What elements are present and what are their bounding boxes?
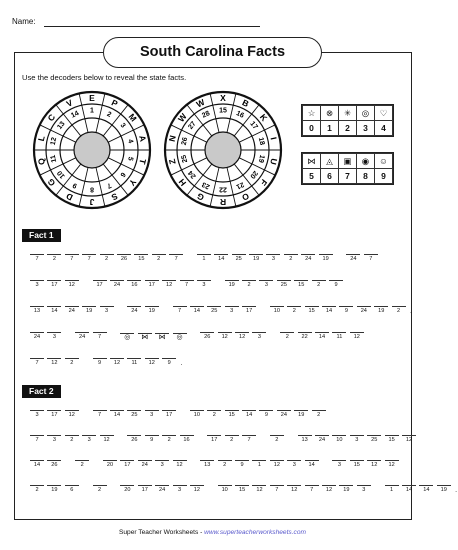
letter-blank[interactable]: 14 bbox=[315, 332, 329, 341]
wheel-number: 8 bbox=[90, 185, 94, 193]
wheel-letter: V bbox=[64, 97, 75, 109]
letter-blank[interactable]: 25 bbox=[127, 410, 141, 419]
letter-blank[interactable]: 11 bbox=[332, 332, 346, 341]
letter-blank[interactable]: 2 bbox=[392, 306, 406, 315]
letter-blank[interactable]: 17 bbox=[145, 280, 159, 289]
letter-blank[interactable]: 12 bbox=[350, 332, 364, 341]
letter-blank[interactable]: 12 bbox=[47, 358, 61, 367]
letter-blank[interactable]: 2 bbox=[30, 485, 44, 494]
letter-blank[interactable]: 12 bbox=[110, 358, 124, 367]
letter-blank[interactable]: 12 bbox=[287, 485, 301, 494]
wheel-letter: Q bbox=[35, 157, 47, 166]
wheel-number: 19 bbox=[256, 154, 266, 164]
wheel-number: 14 bbox=[70, 110, 81, 120]
letter-blank[interactable]: 10 bbox=[332, 435, 346, 444]
key-number: 1 bbox=[321, 121, 339, 136]
letter-blank[interactable]: 3 bbox=[266, 254, 280, 263]
letter-blank[interactable]: 12 bbox=[385, 460, 399, 469]
letter-blank[interactable]: 24 bbox=[127, 306, 141, 315]
wheel-number: 9 bbox=[71, 181, 79, 190]
letter-blank[interactable]: 2 bbox=[152, 254, 166, 263]
wheel-letter: X bbox=[220, 93, 226, 103]
letter-blank[interactable]: 2 bbox=[270, 435, 284, 444]
wheel-letter: W bbox=[175, 111, 189, 124]
letter-blank[interactable]: 15 bbox=[225, 410, 239, 419]
letter-blank[interactable]: 2 bbox=[242, 280, 256, 289]
letter-blank[interactable]: 2 bbox=[280, 332, 294, 341]
letter-blank[interactable]: 3 bbox=[155, 460, 169, 469]
letter-blank[interactable]: 19 bbox=[319, 254, 333, 263]
letter-blank[interactable]: 12 bbox=[367, 460, 381, 469]
wheel-letter: T bbox=[137, 157, 149, 166]
letter-blank[interactable]: 17 bbox=[120, 460, 134, 469]
wheel-spoke bbox=[96, 168, 105, 207]
wheel-spoke bbox=[227, 168, 236, 207]
letter-blank[interactable]: 2 bbox=[75, 460, 89, 469]
letter-blank[interactable]: 19 bbox=[225, 280, 239, 289]
letter-blank[interactable]: 24 bbox=[301, 254, 315, 263]
puzzle-line bbox=[30, 410, 326, 419]
letter-blank[interactable]: 24 bbox=[277, 410, 291, 419]
puzzle-line bbox=[30, 460, 399, 469]
letter-blank[interactable]: 16 bbox=[127, 280, 141, 289]
letter-blank[interactable]: 26 bbox=[200, 332, 214, 341]
wheel-number: 12 bbox=[49, 136, 59, 146]
symbol-key-1 bbox=[301, 104, 394, 137]
letter-blank[interactable]: 14 bbox=[242, 410, 256, 419]
letter-blank[interactable]: 12 bbox=[235, 332, 249, 341]
letter-blank[interactable]: 9 bbox=[235, 460, 249, 469]
letter-blank[interactable]: 2 bbox=[207, 410, 221, 419]
letter-blank[interactable]: 7 bbox=[30, 254, 44, 263]
letter-blank[interactable]: 6 bbox=[65, 485, 79, 494]
letter-blank[interactable]: 12 bbox=[402, 435, 416, 444]
wheel-letter: J bbox=[89, 197, 95, 207]
key-symbol-smiley-icon: ☺ bbox=[375, 154, 393, 169]
letter-blank[interactable]: 14 bbox=[30, 460, 44, 469]
letter-blank[interactable]: 22 bbox=[298, 332, 312, 341]
puzzle-line bbox=[30, 485, 458, 494]
letter-blank[interactable]: 2 bbox=[225, 435, 239, 444]
letter-blank[interactable]: 12 bbox=[65, 410, 79, 419]
letter-blank[interactable]: 24 bbox=[346, 254, 360, 263]
footer-brand: Super Teacher Worksheets - bbox=[118, 529, 205, 536]
wheel-number: 5 bbox=[126, 155, 134, 162]
letter-blank[interactable]: 19 bbox=[82, 306, 96, 315]
puzzle-line bbox=[30, 435, 416, 444]
letter-blank[interactable]: 7 bbox=[93, 410, 107, 419]
letter-blank[interactable]: 3 bbox=[100, 306, 114, 315]
letter-blank[interactable]: 17 bbox=[138, 485, 152, 494]
letter-blank[interactable]: 3 bbox=[145, 410, 159, 419]
key-symbol-asterisk-icon: ✳ bbox=[339, 106, 357, 121]
wheel-letter: E bbox=[89, 93, 95, 103]
letter-blank[interactable]: 15 bbox=[235, 485, 249, 494]
letter-blank[interactable]: 24 bbox=[138, 460, 152, 469]
footer-url[interactable]: www.superteacherworksheets.com bbox=[204, 529, 307, 536]
letter-blank[interactable]: 13 bbox=[298, 435, 312, 444]
period: . bbox=[180, 360, 183, 367]
letter-blank[interactable]: 7 bbox=[82, 254, 96, 263]
letter-blank[interactable]: 24 bbox=[155, 485, 169, 494]
wheel-spoke bbox=[56, 105, 81, 136]
letter-blank[interactable]: 7 bbox=[242, 435, 256, 444]
letter-blank[interactable]: 3 bbox=[47, 332, 61, 341]
key-symbol-spiral-icon: ◎ bbox=[357, 106, 375, 121]
puzzle-line bbox=[30, 358, 184, 367]
key-number: 2 bbox=[339, 121, 357, 136]
wheel-number: 13 bbox=[56, 120, 67, 131]
letter-blank[interactable]: 14 bbox=[322, 306, 336, 315]
name-field[interactable] bbox=[44, 26, 260, 27]
wheel-spoke bbox=[56, 164, 81, 195]
key-symbol-triangle-icon: ◬ bbox=[321, 154, 339, 169]
wheel-number: 15 bbox=[219, 107, 227, 115]
letter-blank[interactable]: 17 bbox=[207, 435, 221, 444]
letter-blank[interactable]: 12 bbox=[65, 280, 79, 289]
letter-blank[interactable]: 9 bbox=[329, 280, 343, 289]
letter-blank[interactable]: 3 bbox=[259, 280, 273, 289]
letter-blank[interactable]: 7 bbox=[270, 485, 284, 494]
wheel-letter: G bbox=[45, 176, 58, 189]
letter-blank[interactable]: 3 bbox=[30, 280, 44, 289]
letter-blank[interactable]: 20 bbox=[103, 460, 117, 469]
wheel-letter: A bbox=[137, 134, 149, 143]
letter-blank[interactable]: 9 bbox=[259, 410, 273, 419]
wheel-number: 3 bbox=[118, 121, 127, 130]
letter-blank[interactable]: 19 bbox=[145, 306, 159, 315]
letter-blank[interactable]: 17 bbox=[47, 280, 61, 289]
wheel-letter: R bbox=[219, 197, 227, 207]
wheel-letter: U bbox=[268, 157, 280, 166]
wheel-letter: H bbox=[176, 176, 189, 188]
wheel-number: 10 bbox=[56, 169, 67, 180]
letter-blank[interactable]: 12 bbox=[252, 485, 266, 494]
key-number: 8 bbox=[357, 169, 375, 184]
letter-blank[interactable]: 1 bbox=[385, 485, 399, 494]
fact-2-label: Fact 2 bbox=[22, 385, 61, 398]
letter-blank[interactable]: 24 bbox=[357, 306, 371, 315]
letter-blank[interactable]: 10 bbox=[270, 306, 284, 315]
letter-blank[interactable]: 20 bbox=[120, 485, 134, 494]
letter-blank[interactable]: 9 bbox=[145, 435, 159, 444]
wheel-letter: O bbox=[240, 190, 251, 203]
puzzle-line bbox=[30, 306, 413, 315]
letter-blank[interactable]: 12 bbox=[173, 460, 187, 469]
wheel-number: 20 bbox=[248, 169, 259, 180]
symbol-key-2 bbox=[301, 152, 394, 185]
wheel-spoke bbox=[234, 164, 259, 195]
wheel-spoke bbox=[103, 105, 128, 136]
letter-blank[interactable]: 2 bbox=[312, 410, 326, 419]
letter-blank[interactable]: 9 bbox=[162, 358, 176, 367]
decoder-wheel-2 bbox=[163, 90, 283, 210]
wheel-spoke bbox=[96, 93, 105, 132]
letter-blank[interactable]: 7 bbox=[93, 332, 107, 341]
letter-blank[interactable]: 24 bbox=[75, 332, 89, 341]
letter-blank[interactable]: 7 bbox=[180, 280, 194, 289]
letter-blank[interactable]: 9 bbox=[93, 358, 107, 367]
letter-blank[interactable]: 14 bbox=[190, 306, 204, 315]
letter-blank[interactable]: 19 bbox=[374, 306, 388, 315]
wheel-spoke bbox=[210, 93, 219, 132]
letter-blank[interactable]: 3 bbox=[47, 435, 61, 444]
puzzle-line bbox=[30, 332, 364, 341]
wheel-letter: D bbox=[64, 191, 75, 203]
letter-blank[interactable]: 7 bbox=[169, 254, 183, 263]
key-symbol-target-icon: ◉ bbox=[357, 154, 375, 169]
letter-blank[interactable]: 16 bbox=[180, 435, 194, 444]
wheel-number: 27 bbox=[187, 120, 198, 131]
wheel-spoke bbox=[79, 93, 88, 132]
wheel-letter: W bbox=[194, 96, 207, 110]
puzzle-line bbox=[30, 280, 343, 289]
letter-blank[interactable]: 14 bbox=[305, 460, 319, 469]
key-symbol-square-icon: ▣ bbox=[339, 154, 357, 169]
letter-blank[interactable]: 2 bbox=[218, 460, 232, 469]
symbol-blank[interactable]: ⋈ bbox=[155, 333, 169, 341]
wheel-letter: K bbox=[257, 112, 270, 124]
letter-blank[interactable]: 25 bbox=[277, 280, 291, 289]
letter-blank[interactable]: 12 bbox=[190, 485, 204, 494]
letter-blank[interactable]: 2 bbox=[47, 254, 61, 263]
letter-blank[interactable]: 19 bbox=[47, 485, 61, 494]
letter-blank[interactable]: 2 bbox=[284, 254, 298, 263]
key-number: 5 bbox=[303, 169, 321, 184]
letter-blank[interactable]: 7 bbox=[30, 435, 44, 444]
letter-blank[interactable]: 2 bbox=[93, 485, 107, 494]
letter-blank[interactable]: 12 bbox=[100, 435, 114, 444]
letter-blank[interactable]: 1 bbox=[252, 460, 266, 469]
letter-blank[interactable]: 25 bbox=[232, 254, 246, 263]
letter-blank[interactable]: 9 bbox=[339, 306, 353, 315]
key-number: 9 bbox=[375, 169, 393, 184]
decoder-wheel-1 bbox=[32, 90, 152, 210]
wheel-number: 7 bbox=[105, 181, 113, 190]
wheel-hub bbox=[74, 132, 110, 168]
wheel-spoke bbox=[79, 168, 88, 207]
letter-blank[interactable]: 3 bbox=[350, 435, 364, 444]
key-number: 7 bbox=[339, 169, 357, 184]
wheel-number: 6 bbox=[118, 170, 127, 179]
wheel-letter: P bbox=[109, 97, 120, 109]
wheel-number: 11 bbox=[49, 154, 59, 164]
key-symbol-heart-icon: ♡ bbox=[375, 106, 393, 121]
wheel-letter: Z bbox=[166, 157, 178, 166]
instructions: Use the decoders below to reveal the state facts. bbox=[22, 73, 187, 82]
wheel-letter: S bbox=[109, 191, 120, 203]
letter-blank[interactable]: 3 bbox=[173, 485, 187, 494]
letter-blank[interactable]: 14 bbox=[47, 306, 61, 315]
letter-blank[interactable]: 25 bbox=[367, 435, 381, 444]
wheel-number: 24 bbox=[187, 169, 198, 180]
letter-blank[interactable]: 2 bbox=[65, 435, 79, 444]
puzzle-line bbox=[30, 254, 378, 263]
letter-blank[interactable]: 17 bbox=[93, 280, 107, 289]
letter-blank[interactable]: 7 bbox=[65, 254, 79, 263]
letter-blank[interactable]: 12 bbox=[322, 485, 336, 494]
key-number: 4 bbox=[375, 121, 393, 136]
footer bbox=[0, 529, 425, 536]
wheel-hub bbox=[205, 132, 241, 168]
letter-blank[interactable]: 7 bbox=[305, 485, 319, 494]
wheel-letter: M bbox=[126, 111, 139, 124]
wheel-number: 17 bbox=[248, 120, 259, 131]
key-symbol-star-icon: ☆ bbox=[303, 106, 321, 121]
letter-blank[interactable]: 19 bbox=[294, 410, 308, 419]
letter-blank[interactable]: 3 bbox=[287, 460, 301, 469]
wheel-number: 28 bbox=[201, 110, 212, 120]
letter-blank[interactable]: 11 bbox=[127, 358, 141, 367]
letter-blank[interactable]: 14 bbox=[110, 410, 124, 419]
wheel-number: 4 bbox=[126, 138, 134, 145]
letter-blank[interactable]: 24 bbox=[315, 435, 329, 444]
wheel-letter: B bbox=[240, 97, 251, 109]
letter-blank[interactable]: 7 bbox=[30, 358, 44, 367]
letter-blank[interactable]: 3 bbox=[30, 410, 44, 419]
letter-blank[interactable]: 19 bbox=[437, 485, 451, 494]
period: . bbox=[455, 487, 458, 494]
wheel-number: 21 bbox=[234, 180, 245, 190]
letter-blank[interactable]: 7 bbox=[364, 254, 378, 263]
key-symbol-bowtie-icon: ⋈ bbox=[303, 154, 321, 169]
letter-blank[interactable]: 25 bbox=[207, 306, 221, 315]
letter-blank[interactable]: 3 bbox=[252, 332, 266, 341]
letter-blank[interactable]: 14 bbox=[419, 485, 433, 494]
letter-blank[interactable]: 26 bbox=[117, 254, 131, 263]
key-number: 0 bbox=[303, 121, 321, 136]
key-symbol-circled-x-icon: ⊗ bbox=[321, 106, 339, 121]
wheel-letter: F bbox=[258, 177, 270, 188]
letter-blank[interactable]: 1 bbox=[197, 254, 211, 263]
letter-blank[interactable]: 26 bbox=[127, 435, 141, 444]
letter-blank[interactable]: 26 bbox=[47, 460, 61, 469]
wheel-number: 2 bbox=[105, 110, 113, 119]
letter-blank[interactable]: 3 bbox=[332, 460, 346, 469]
wheel-number: 18 bbox=[256, 136, 266, 146]
letter-blank[interactable]: 2 bbox=[65, 358, 79, 367]
wheel-spoke bbox=[227, 93, 236, 132]
letter-blank[interactable]: 2 bbox=[312, 280, 326, 289]
wheel-number: 1 bbox=[90, 107, 94, 115]
letter-blank[interactable]: 19 bbox=[339, 485, 353, 494]
letter-blank[interactable]: 12 bbox=[162, 280, 176, 289]
letter-blank[interactable]: 3 bbox=[197, 280, 211, 289]
wheel-number: 22 bbox=[219, 185, 227, 193]
letter-blank[interactable]: 15 bbox=[305, 306, 319, 315]
symbol-blank[interactable]: ⋈ bbox=[138, 333, 152, 341]
wheel-number: 16 bbox=[234, 110, 245, 120]
letter-blank[interactable]: 13 bbox=[30, 306, 44, 315]
letter-blank[interactable]: 2 bbox=[287, 306, 301, 315]
symbol-blank[interactable]: ◎ bbox=[120, 333, 134, 341]
key-number: 6 bbox=[321, 169, 339, 184]
letter-blank[interactable]: 17 bbox=[162, 410, 176, 419]
letter-blank[interactable]: 2 bbox=[100, 254, 114, 263]
letter-blank[interactable]: 10 bbox=[190, 410, 204, 419]
symbol-blank[interactable]: ◎ bbox=[173, 333, 187, 341]
letter-blank[interactable]: 15 bbox=[134, 254, 148, 263]
letter-blank[interactable]: 12 bbox=[270, 460, 284, 469]
letter-blank[interactable]: 10 bbox=[218, 485, 232, 494]
letter-blank[interactable]: 14 bbox=[214, 254, 228, 263]
period: . bbox=[410, 308, 412, 315]
letter-blank[interactable]: 17 bbox=[47, 410, 61, 419]
wheel-letter: I bbox=[268, 136, 279, 141]
letter-blank[interactable]: 15 bbox=[385, 435, 399, 444]
letter-blank[interactable]: 15 bbox=[350, 460, 364, 469]
wheel-number: 25 bbox=[180, 154, 190, 164]
wheel-spoke bbox=[103, 164, 128, 195]
fact-1-label: Fact 1 bbox=[22, 229, 61, 242]
wheel-letter: Y bbox=[126, 177, 139, 188]
name-label: Name: bbox=[12, 17, 36, 26]
wheel-spoke bbox=[187, 105, 212, 136]
letter-blank[interactable]: 24 bbox=[110, 280, 124, 289]
letter-blank[interactable]: 3 bbox=[225, 306, 239, 315]
letter-blank[interactable]: 3 bbox=[82, 435, 96, 444]
wheel-number: 23 bbox=[201, 180, 212, 190]
letter-blank[interactable]: 3 bbox=[357, 485, 371, 494]
wheel-letter: N bbox=[166, 134, 178, 143]
letter-blank[interactable]: 7 bbox=[173, 306, 187, 315]
letter-blank[interactable]: 24 bbox=[65, 306, 79, 315]
letter-blank[interactable]: 13 bbox=[200, 460, 214, 469]
wheel-letter: C bbox=[45, 112, 58, 124]
page-title: South Carolina Facts bbox=[103, 37, 322, 68]
key-number: 3 bbox=[357, 121, 375, 136]
letter-blank[interactable]: 15 bbox=[294, 280, 308, 289]
wheel-letter: G bbox=[195, 190, 206, 203]
letter-blank[interactable]: 24 bbox=[30, 332, 44, 341]
letter-blank[interactable]: 2 bbox=[162, 435, 176, 444]
letter-blank[interactable]: 17 bbox=[242, 306, 256, 315]
wheel-number: 26 bbox=[180, 136, 190, 146]
wheel-letter: L bbox=[35, 134, 47, 143]
letter-blank[interactable]: 12 bbox=[145, 358, 159, 367]
wheel-spoke bbox=[210, 168, 219, 207]
letter-blank[interactable]: 12 bbox=[218, 332, 232, 341]
letter-blank[interactable]: 14 bbox=[402, 485, 416, 494]
letter-blank[interactable]: 19 bbox=[249, 254, 263, 263]
